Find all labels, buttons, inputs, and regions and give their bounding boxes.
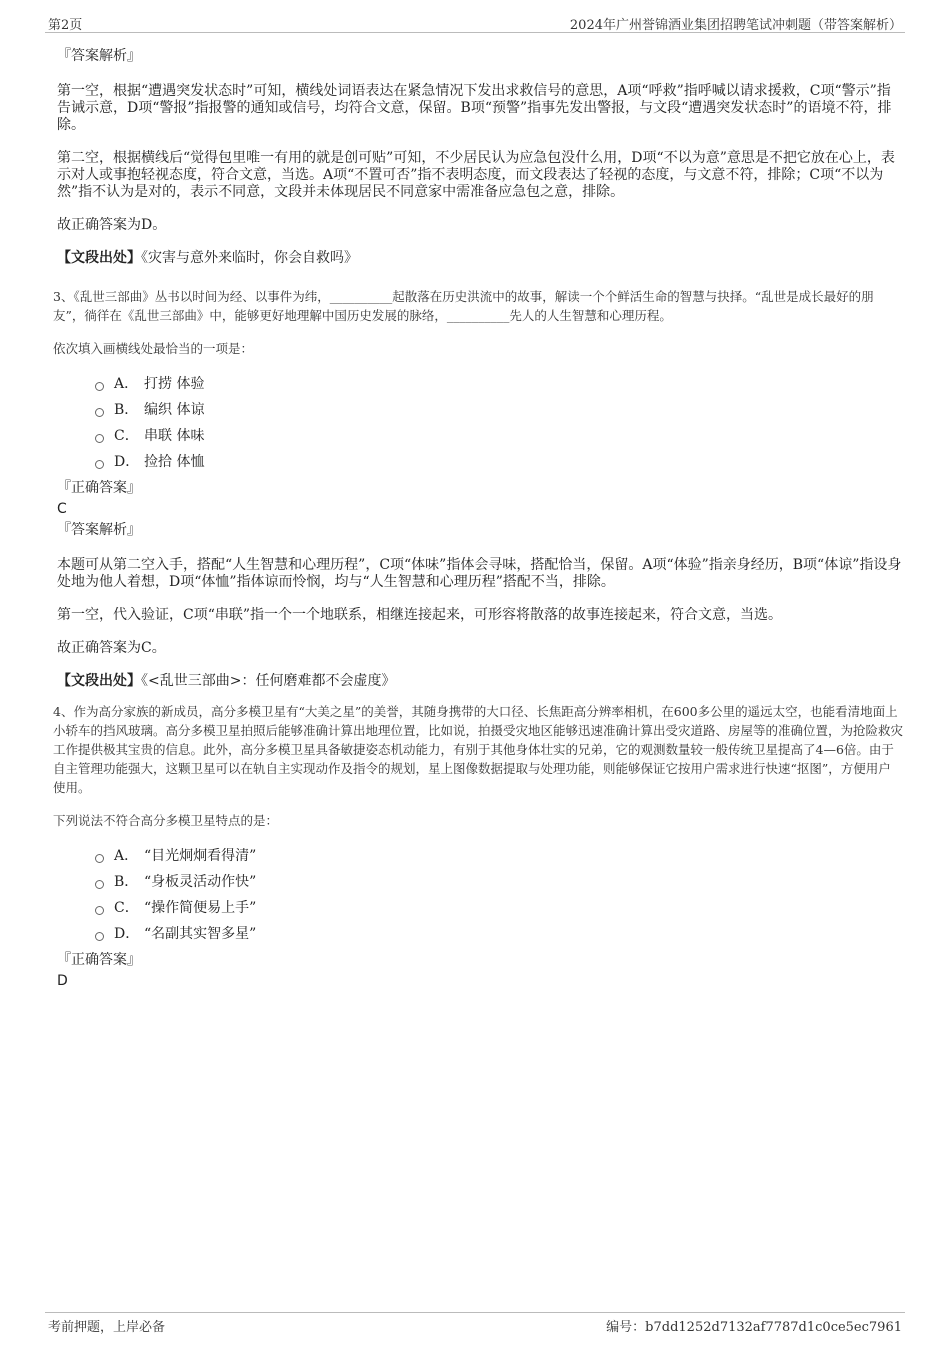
radio-icon[interactable] <box>95 932 104 941</box>
source-title: 《<乱世三部曲>：任何磨难都不会虚度》 <box>141 673 396 689</box>
source-label: 【文段出处】 <box>57 673 141 689</box>
option-a[interactable]: A． “目光炯炯看得清” <box>95 843 903 869</box>
radio-icon[interactable] <box>95 434 104 443</box>
radio-icon[interactable] <box>95 408 104 417</box>
source-label: 【文段出处】 <box>57 250 141 266</box>
page-header <box>45 12 905 33</box>
option-d[interactable]: D． “名副其实智多星” <box>95 921 903 947</box>
question-4-text: 4、作为高分家族的新成员，高分多模卫星有“大美之星”的美誉，其随身携带的大口径、长焦距高分辨率相机，在600多公里的遥远太空，也能看清地面上小轿车的挡风玻璃。高分多模卫星拍照后能够准确计算出地理位置，比如说，拍摄受灾地区能够迅速准确计算出受灾道路、房屋等的准确位置，为抢险救灾工作提供极其宝贵的信息。此外，高分多模卫星具备敏捷姿态机动能力，有别于其他身体壮实的兄弟，它的观测数量较一般传统卫星提高了4—6倍。由于自主管理功能强大，这颗卫星可以在轨自主实现动作及指令的规划，星上图像数据提取与处理功能，则能够保证它按用户需求进行快速“抠图”，方便用户使用。 <box>53 704 904 795</box>
page-number: 第2页 <box>48 18 83 33</box>
question-4-options <box>95 843 903 947</box>
source-line <box>57 250 903 267</box>
question-4-prompt: 下列说法不符合高分多模卫星特点的是： <box>53 813 279 828</box>
document-title: 2024年广州誉锦酒业集团招聘笔试冲刺题（带答案解析） <box>569 18 902 33</box>
question-3-options <box>95 371 903 475</box>
radio-icon[interactable] <box>95 460 104 469</box>
radio-icon[interactable] <box>95 854 104 863</box>
option-c[interactable]: C． 串联 体味 <box>95 423 903 449</box>
footer-slogan: 考前押题，上岸必备 <box>48 1320 166 1335</box>
question-3-text: 3、《乱世三部曲》丛书以时间为经、以事件为纬，__________起散落在历史洪流中的故事，解读一个个鲜活生命的智慧与抉择。“乱世是成长最好的朋友”，徜徉在《乱世三部曲》中，能够更好地理解中国历史发展的脉络，__________先人的人生智慧和心理历程。 <box>53 289 874 323</box>
correct-answer: C <box>57 501 67 517</box>
analysis-label: 『答案解析』 <box>57 522 141 538</box>
correct-answer-label: 『正确答案』 <box>57 952 141 968</box>
radio-icon[interactable] <box>95 382 104 391</box>
correct-answer-label: 『正确答案』 <box>57 480 141 496</box>
source-line <box>57 673 903 690</box>
analysis-paragraph: 第一空，代入验证，C项“串联”指一个一个地联系，相继连接起来，可形容将散落的故事连接起来，符合文意，当选。 <box>57 607 783 623</box>
option-c[interactable]: C． “操作简便易上手” <box>95 895 903 921</box>
analysis-label: 『答案解析』 <box>57 48 141 64</box>
document-id: 编号：b7dd1252d7132af7787d1c0ce5ec7961 <box>606 1320 902 1335</box>
option-b[interactable]: B． 编织 体谅 <box>95 397 903 423</box>
page-content <box>55 40 903 991</box>
analysis-paragraph: 第二空，根据横线后“觉得包里唯一有用的就是创可贴”可知，不少居民认为应急包没什么用，D项“不以为意”意思是不把它放在心上，表示对人或事抱轻视态度，符合文意，当选。A项“不置可否”指不表明态度，而文段表达了轻视的态度，与文意不符，排除；C项“不以为然”指不认为是对的，表示不同意，文段并未体现居民不同意家中需准备应急包之意，排除。 <box>57 150 895 200</box>
option-b[interactable]: B． “身板灵活动作快” <box>95 869 903 895</box>
correct-answer: D <box>57 973 68 989</box>
conclusion: 故正确答案为D。 <box>57 217 167 233</box>
question-3-prompt: 依次填入画横线处最恰当的一项是： <box>53 341 254 356</box>
analysis-paragraph: 第一空，根据“遭遇突发状态时”可知，横线处词语表达在紧急情况下发出求救信号的意思，A项“呼救”指呼喊以请求援救，C项“警示”指告诫示意，D项“警报”指报警的通知或信号，均符合文意，保留。B项“预警”指事先发出警报，与文段“遭遇突发状态时”的语境不符，排除。 <box>57 83 892 133</box>
conclusion: 故正确答案为C。 <box>57 640 166 656</box>
page-footer <box>45 1312 905 1335</box>
option-d[interactable]: D． 捡拾 体恤 <box>95 449 903 475</box>
analysis-paragraph: 本题可从第二空入手，搭配“人生智慧和心理历程”，C项“体味”指体会寻味，搭配恰当，保留。A项“体验”指亲身经历，B项“体谅”指设身处地为他人着想，D项“体恤”指体谅而怜悯，均与“人生智慧和心理历程”搭配不当，排除。 <box>57 557 902 590</box>
source-title: 《灾害与意外来临时，你会自救吗》 <box>141 250 358 266</box>
option-a[interactable]: A． 打捞 体验 <box>95 371 903 397</box>
radio-icon[interactable] <box>95 906 104 915</box>
radio-icon[interactable] <box>95 880 104 889</box>
